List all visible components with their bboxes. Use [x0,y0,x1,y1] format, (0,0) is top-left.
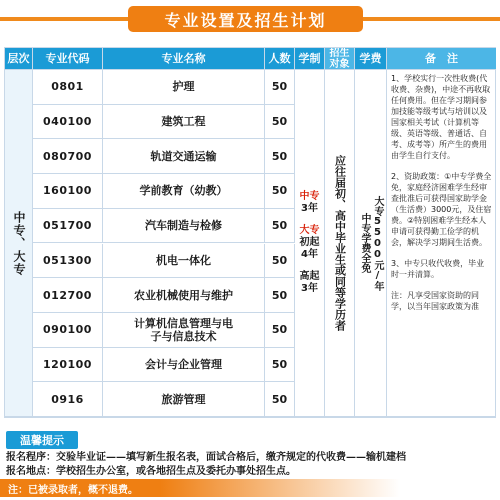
row-name: 会计与企业管理 [103,348,265,383]
title-banner [0,6,500,32]
row-name: 旅游管理 [103,382,265,417]
header-target: 招生对象 [325,48,355,70]
fee-cell [355,70,387,417]
row-code: 051700 [33,209,103,244]
page-title: 专业设置及招生计划 [128,6,363,32]
row-count: 50 [265,70,295,105]
header-code: 专业代码 [33,48,103,70]
row-code: 080700 [33,139,103,174]
row-code: 120100 [33,348,103,383]
row-name: 学前教育（幼教） [103,174,265,209]
header-count: 人数 [265,48,295,70]
note-2: 2、资助政策：①中专学费全免，家庭经济困难学生经审查批准后可获得国家助学金（生活费）3000元，及住宿费。②特别困难学生经本人申请可获得勤工俭学的机会，解决学习期间生活费。 [391,172,492,247]
row-name: 汽车制造与检修 [103,209,265,244]
row-name: 轨道交通运输 [103,139,265,174]
row-count: 50 [265,209,295,244]
row-count: 50 [265,244,295,279]
notes-cell [387,70,496,417]
system-cell [295,70,325,417]
fee-dazhuan: 大专5500元/年 [372,195,383,291]
row-code: 160100 [33,174,103,209]
row-code: 051300 [33,244,103,279]
row-count: 50 [265,105,295,140]
header-system: 学制 [295,48,325,70]
header-name: 专业名称 [103,48,265,70]
note-3: 3、中专只收代收费，毕业时一并清算。 [391,259,485,279]
footer-procedure: 报名程序：交验毕业证——填写新生报名表，面试合格后，缴齐规定的代收费——输机建档 [6,452,406,463]
system-dazhuan-label: 大专 [299,225,320,236]
tip-label: 温馨提示 [6,431,78,449]
enrollment-table [4,47,496,418]
target-cell [325,70,355,417]
footer-notice-bar [0,479,500,497]
level-cell: 中专、大专 [5,70,33,417]
note-4: 注：凡享受国家资助的同学，以当年国家政策为准 [391,291,479,311]
row-code: 090100 [33,313,103,348]
target-text: 应往届初、高中毕业生或同等学历者 [333,155,347,331]
row-count: 50 [265,278,295,313]
footer-notice: 注：已被录取者，概不退费。 [8,485,138,496]
system-zhongzhuan-years: 3年 [301,203,318,214]
header-level: 层次 [5,48,33,70]
row-count: 50 [265,313,295,348]
system-dazhuan-chuqi: 初起4年 [299,237,320,260]
row-name: 计算机信息管理与电子与信息技术 [103,313,265,348]
row-count: 50 [265,348,295,383]
row-name: 护理 [103,70,265,105]
fee-zhongzhuan: 中专学费全免 [359,213,370,273]
row-name: 建筑工程 [103,105,265,140]
row-name: 农业机械使用与维护 [103,278,265,313]
system-dazhuan-gaoqi: 高起3年 [299,271,320,294]
row-name: 机电一体化 [103,244,265,279]
system-zhongzhuan-label: 中专 [299,191,320,202]
header-notes: 备 注 [387,48,496,70]
row-code: 012700 [33,278,103,313]
row-code: 0916 [33,382,103,417]
row-code: 0801 [33,70,103,105]
row-count: 50 [265,174,295,209]
footer-location: 报名地点：学校招生办公室，或各地招生点及委托办事处招生点。 [6,466,296,477]
header-fee: 学费 [355,48,387,70]
note-1: 1、学校实行一次性收费(代收费、杂费)，中途不再收取任何费用。但在学习期间参加技能等级考试与培训以及国家相关考试（计算机等级、英语等级、普通话、自考、成考等）所产生的费用由学生自行支付。 [391,74,491,160]
row-code: 040100 [33,105,103,140]
row-count: 50 [265,139,295,174]
row-count: 50 [265,382,295,417]
